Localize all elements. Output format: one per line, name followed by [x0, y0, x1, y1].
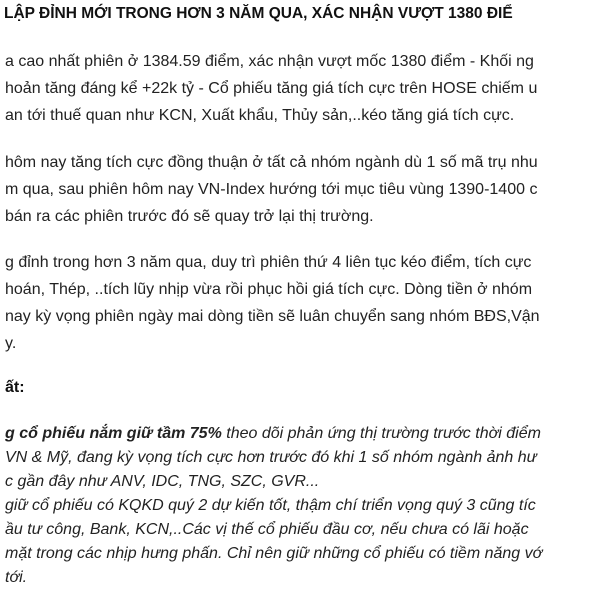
paragraph-1-line-1: a cao nhất phiên ở 1384.59 điểm, xác nhận vượt mốc 1380 điểm - Khối ng — [5, 53, 534, 70]
advice-line-1 — [5, 424, 541, 444]
advice-line-7: tới. — [5, 569, 28, 586]
advice-line-2: VN & Mỹ, đang kỳ vọng tích cực hơn trước đó khi 1 số nhóm ngành ảnh hư — [5, 449, 537, 466]
paragraph-3-line-3: nay kỳ vọng phiên ngày mai dòng tiền sẽ luân chuyển sang nhóm BĐS,Vận — [5, 308, 540, 325]
advice-line-3: c gần đây như ANV, IDC, TNG, SZC, GVR... — [5, 473, 320, 490]
advice-line-5: ầu tư công, Bank, KCN,..Các vị thế cổ phiếu đầu cơ, nếu chưa có lãi hoặc — [5, 521, 529, 538]
paragraph-2-line-1: hôm nay tăng tích cực đồng thuận ở tất cả nhóm ngành dù 1 số mã trụ nhu — [5, 154, 538, 171]
article-headline: LẬP ĐỈNH MỚI TRONG HƠN 3 NĂM QUA, XÁC NHẬN VƯỢT 1380 ĐIỂ — [4, 5, 513, 22]
section-label: ất: — [5, 379, 25, 396]
paragraph-3-line-4: y. — [5, 335, 17, 352]
advice-allocation-emphasis: g cổ phiếu nắm giữ tầm 75% — [5, 425, 222, 442]
paragraph-2-line-2: m qua, sau phiên hôm nay VN-Index hướng tới mục tiêu vùng 1390-1400 c — [5, 181, 538, 198]
paragraph-3-line-2: hoán, Thép, ..tích lũy nhịp vừa rồi phục hồi giá tích cực. Dòng tiền ở nhóm — [5, 281, 533, 298]
paragraph-1-line-2: hoản tăng đáng kể +22k tỷ - Cổ phiếu tăng giá tích cực trên HOSE chiếm u — [5, 80, 538, 97]
advice-line-4: giữ cổ phiếu có KQKD quý 2 dự kiến tốt, thậm chí triển vọng quý 3 cũng tíc — [5, 497, 536, 514]
paragraph-1-line-3: an tới thuế quan như KCN, Xuất khẩu, Thủy sản,..kéo tăng giá tích cực. — [5, 107, 515, 124]
advice-line-6: mặt trong các nhịp hưng phấn. Chỉ nên giữ những cổ phiếu có tiềm năng vớ — [5, 545, 543, 562]
advice-line-1-rest: theo dõi phản ứng thị trường trước thời điểm — [221, 425, 541, 442]
paragraph-2-line-3: bán ra các phiên trước đó sẽ quay trở lại thị trường. — [5, 208, 374, 225]
paragraph-3-line-1: g đỉnh trong hơn 3 năm qua, duy trì phiên thứ 4 liên tục kéo điểm, tích cực — [5, 254, 532, 271]
